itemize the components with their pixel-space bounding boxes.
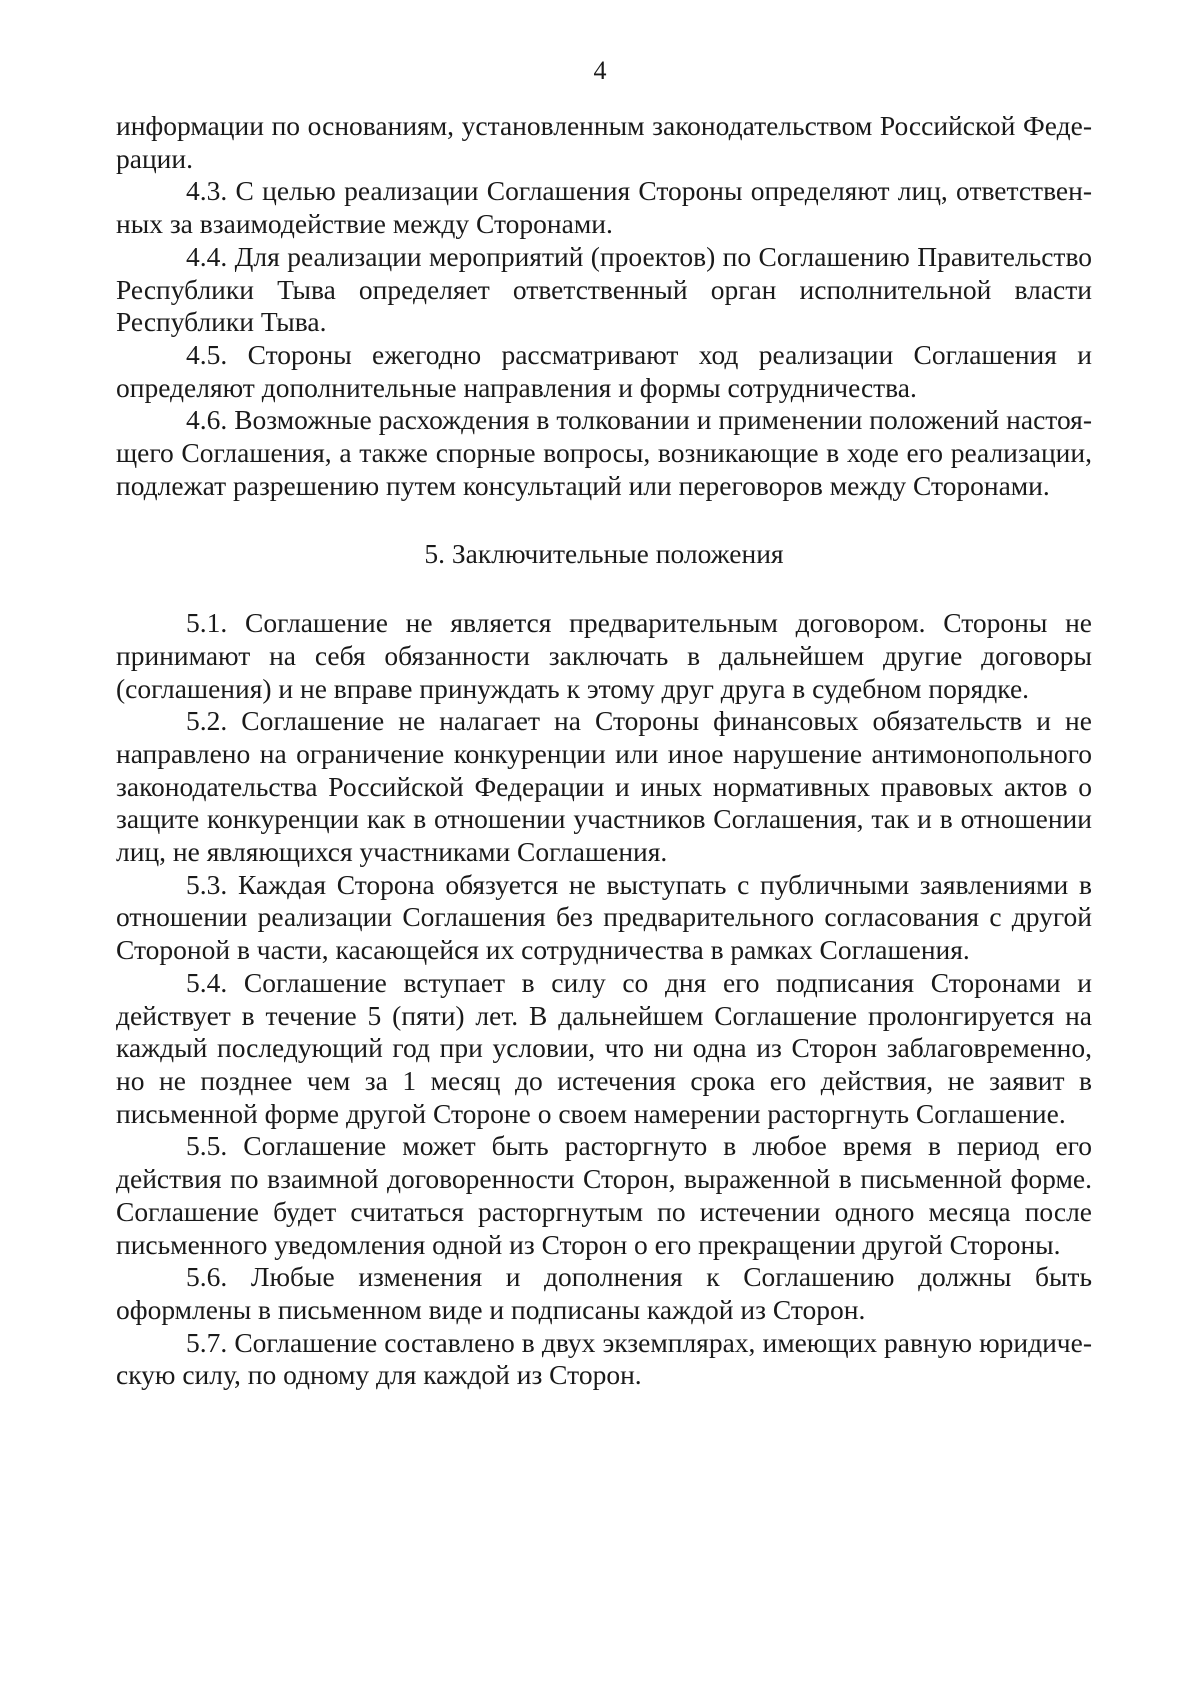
paragraph-5-5: 5.5. Соглашение может быть расторгнуто в любое время в период его действия по взаимной договоренности Сторон, выраженной в письменной форме. Соглашение будет считаться расторгнутым по истечении одного месяца после письменного уведомления одной из Сторон о его прекращении другой Стороны. [116,1130,1092,1260]
paragraph-4-5: 4.5. Стороны ежегодно рассматривают ход реализации Соглашения и определяют дополнительные направления и формы сотрудничества. [116,338,1092,403]
paragraph-5-2: 5.2. Соглашение не налагает на Стороны финансовых обязательств и не направлено на ограничение конкуренции или иное нарушение антимонопольного законодательства Российской Федерации и иных нормативных правовых актов о защите конкуренции как в отношении участников Соглашения, так и в отношении лиц, не являющихся участниками Соглашения. [116,705,1092,868]
paragraph-4-3: 4.3. С целью реализации Соглашения Стороны определяют лиц, ответственных за взаимодействие между Сторонами. [116,175,1092,240]
paragraph-5-7: 5.7. Соглашение составлено в двух экземплярах, имеющих равную юридическую силу, по одному для каждой из Сторон. [116,1326,1092,1391]
page-number: 4 [593,56,607,85]
paragraph-4-2-continuation: информации по основаниям, установленным законодательством Российской Федерации. [116,110,1092,174]
document-body [116,110,1092,1392]
paragraph-5-1: 5.1. Соглашение не является предварительным договором. Стороны не принимают на себя обязанности заключать в дальнейшем другие договоры (соглашения) и не вправе принуждать к этому друг друга в судебном порядке. [116,607,1092,704]
paragraph-5-3: 5.3. Каждая Сторона обязуется не выступать с публичными заявлениями в отношении реализации Соглашения без предварительного согласования с другой Стороной в части, касающейся их сотрудничества в рамках Соглашения. [116,868,1092,966]
section-5-heading: 5. Заключительные положения [424,538,784,570]
paragraph-4-6: 4.6. Возможные расхождения в толковании и применении положений настоящего Соглашения, а также спорные вопросы, возникающие в ходе его реализации, подлежат разрешению путем консультаций или переговоров между Сторонами. [116,404,1092,501]
paragraph-5-6: 5.6. Любые изменения и дополнения к Соглашению должны быть оформлены в письменном виде и подписаны каждой из Сторон. [116,1261,1092,1325]
paragraph-5-4: 5.4. Соглашение вступает в силу со дня его подписания Сторонами и действует в течение 5 (пяти) лет. В дальнейшем Соглашение пролонгируется на каждый последующий год при условии, что ни одна из Сторон заблаговременно, но не позднее чем за 1 месяц до истечения срока его действия, не заявит в письменной форме другой Стороне о своем намерении расторгнуть Соглашение. [116,966,1092,1129]
paragraph-4-4: 4.4. Для реализации мероприятий (проектов) по Соглашению Правительство Республики Тыва определяет ответственный орган исполнительной власти Республики Тыва. [116,240,1092,338]
